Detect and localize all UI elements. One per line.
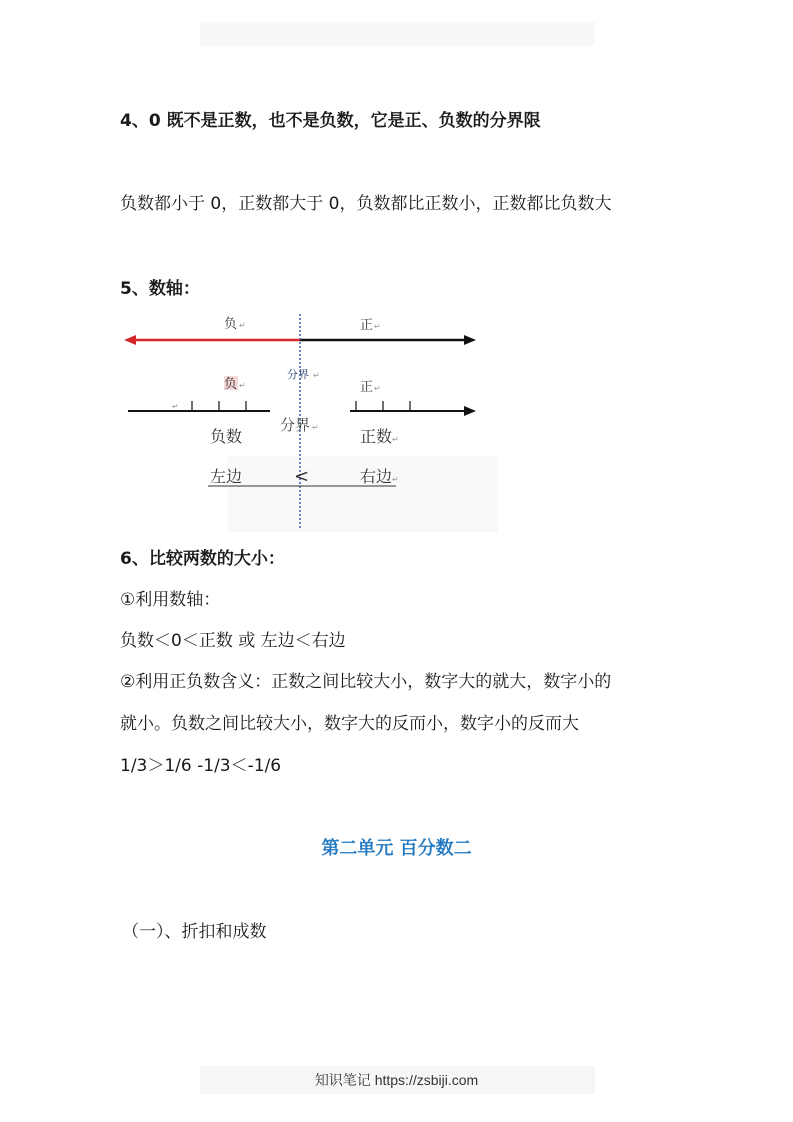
section-6-line-3: ②利用正负数含义：正数之间比较大小，数字大的就大，数字小的 xyxy=(120,672,612,692)
svg-text:↵: ↵ xyxy=(374,322,381,331)
svg-text:↵: ↵ xyxy=(239,321,246,330)
svg-text:↵: ↵ xyxy=(392,435,399,444)
section-6-line-2: 负数＜0＜正数 或 左边＜右边 xyxy=(120,631,346,651)
left-side-label: 左边 xyxy=(210,467,243,486)
svg-text:↵: ↵ xyxy=(312,423,319,432)
negative-label-top: 负 xyxy=(224,317,238,332)
svg-text:↵: ↵ xyxy=(172,402,179,411)
svg-text:↵: ↵ xyxy=(392,475,399,484)
svg-text:↵: ↵ xyxy=(239,381,246,390)
section-4-heading: 4、0 既不是正数，也不是负数，它是正、负数的分界限 xyxy=(120,111,541,131)
boundary-label-small: 分界 xyxy=(287,368,309,381)
unit-title: 第二单元 百分数二 xyxy=(321,838,472,859)
section-title: （一）、折扣和成数 xyxy=(122,922,267,942)
section-6-heading: 6、比较两数的大小： xyxy=(120,549,285,569)
number-line-figure xyxy=(118,306,498,532)
section-6-line-5: 1/3＞1/6 -1/3＜-1/6 xyxy=(120,756,282,776)
svg-text:↵: ↵ xyxy=(313,371,320,380)
less-than-sign: < xyxy=(294,466,310,487)
section-6-line-4: 就小。负数之间比较大小，数字大的反而小，数字小的反而大 xyxy=(120,714,579,734)
positive-number-label: 正数 xyxy=(360,427,393,446)
svg-text:↵: ↵ xyxy=(374,384,381,393)
header-watermark xyxy=(200,22,595,46)
footer-link[interactable]: 知识笔记 https://zsbiji.com xyxy=(314,1072,479,1088)
right-side-label: 右边 xyxy=(360,467,393,486)
section-5-heading: 5、数轴： xyxy=(120,279,200,299)
section-4-text: 负数都小于 0，正数都大于 0，负数都比正数小，正数都比负数大 xyxy=(120,194,612,214)
negative-number-label: 负数 xyxy=(210,427,243,446)
negative-label-mid: 负 xyxy=(224,377,238,392)
positive-label-mid: 正 xyxy=(360,380,374,395)
positive-label-top: 正 xyxy=(360,318,374,333)
section-6-line-1: ①利用数轴： xyxy=(120,590,221,610)
boundary-label-big: 分界 xyxy=(280,416,311,434)
